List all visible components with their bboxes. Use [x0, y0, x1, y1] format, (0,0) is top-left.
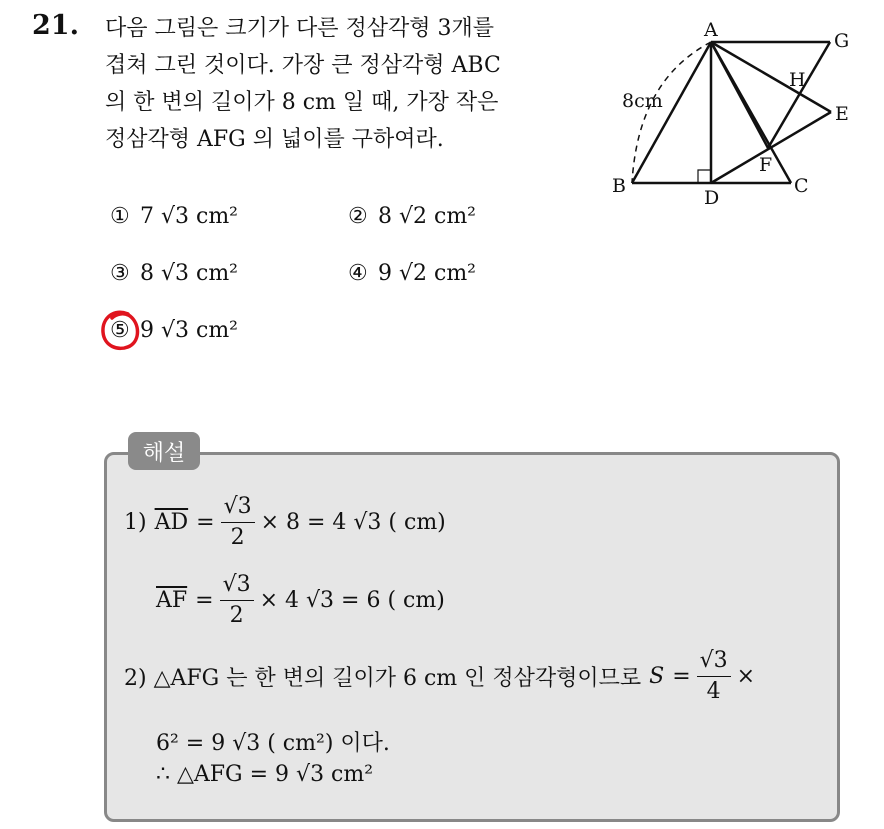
question-line: 의 한 변의 길이가 8 cm 일 때, 가장 작은	[105, 90, 499, 115]
segment-ad: $\overline{AD}$	[154, 510, 189, 535]
choice-number: ⑤	[110, 318, 130, 343]
label-e: E	[835, 103, 849, 125]
choice-text: 9 √2 cm²	[378, 261, 477, 286]
label-h: H	[789, 69, 806, 91]
label-d: D	[704, 187, 720, 209]
choice-2[interactable]	[348, 204, 476, 229]
label-g: G	[834, 30, 850, 52]
choice-1[interactable]	[110, 204, 238, 229]
question-line: 정삼각형 AFG 의 넓이를 구하여라.	[105, 127, 444, 152]
choice-text: 7 √3 cm²	[140, 204, 239, 229]
solution-line-4: 6² = 9 √3 ( cm²) 이다.	[156, 731, 390, 756]
solution-label: 해설	[128, 432, 200, 470]
question-text	[105, 10, 585, 158]
choice-number: ③	[110, 261, 130, 286]
choice-text: 8 √3 cm²	[140, 261, 239, 286]
fraction: $\frac{√3}{2}$	[220, 572, 254, 629]
choice-number: ②	[348, 204, 368, 229]
solution-line-3: 2) △AFG 는 한 변의 길이가 6 cm 인 정삼각형이므로 S = $\frac{√3}{4}$ ×	[124, 648, 756, 704]
segment-af: $\overline{AF}$	[156, 588, 188, 613]
choice-number: ④	[348, 261, 368, 286]
fraction: $\frac{√3}{4}$	[697, 648, 731, 705]
solution-line-2: $\overline{AF}$ = $\frac{√3}{2}$ × 4 √3 = 6 ( cm)	[156, 572, 445, 628]
fraction: $\frac{√3}{2}$	[221, 494, 255, 551]
label-a: A	[704, 20, 718, 41]
side-length-label: 8cm	[622, 90, 663, 112]
solution-line-5: ∴ △AFG = 9 √3 cm²	[156, 762, 374, 787]
triangle-figure	[608, 20, 858, 210]
choice-4[interactable]	[348, 261, 476, 286]
question-line: 다음 그림은 크기가 다른 정삼각형 3개를	[105, 16, 494, 41]
solution-line-1: 1) $\overline{AD}$ = $\frac{√3}{2}$ × 8 = 4 √3 ( cm)	[124, 494, 446, 550]
answer-circle-mark	[98, 306, 144, 356]
choice-text: 8 √2 cm²	[378, 204, 477, 229]
choice-text: 9 √3 cm²	[140, 318, 239, 343]
label-b: B	[612, 175, 626, 197]
question-line: 겹쳐 그린 것이다. 가장 큰 정삼각형 ABC	[105, 53, 501, 78]
choice-3[interactable]	[110, 261, 238, 286]
question-number: 21.	[32, 10, 79, 41]
choice-number: ①	[110, 204, 130, 229]
label-f: F	[759, 154, 773, 176]
label-c: C	[794, 175, 809, 197]
